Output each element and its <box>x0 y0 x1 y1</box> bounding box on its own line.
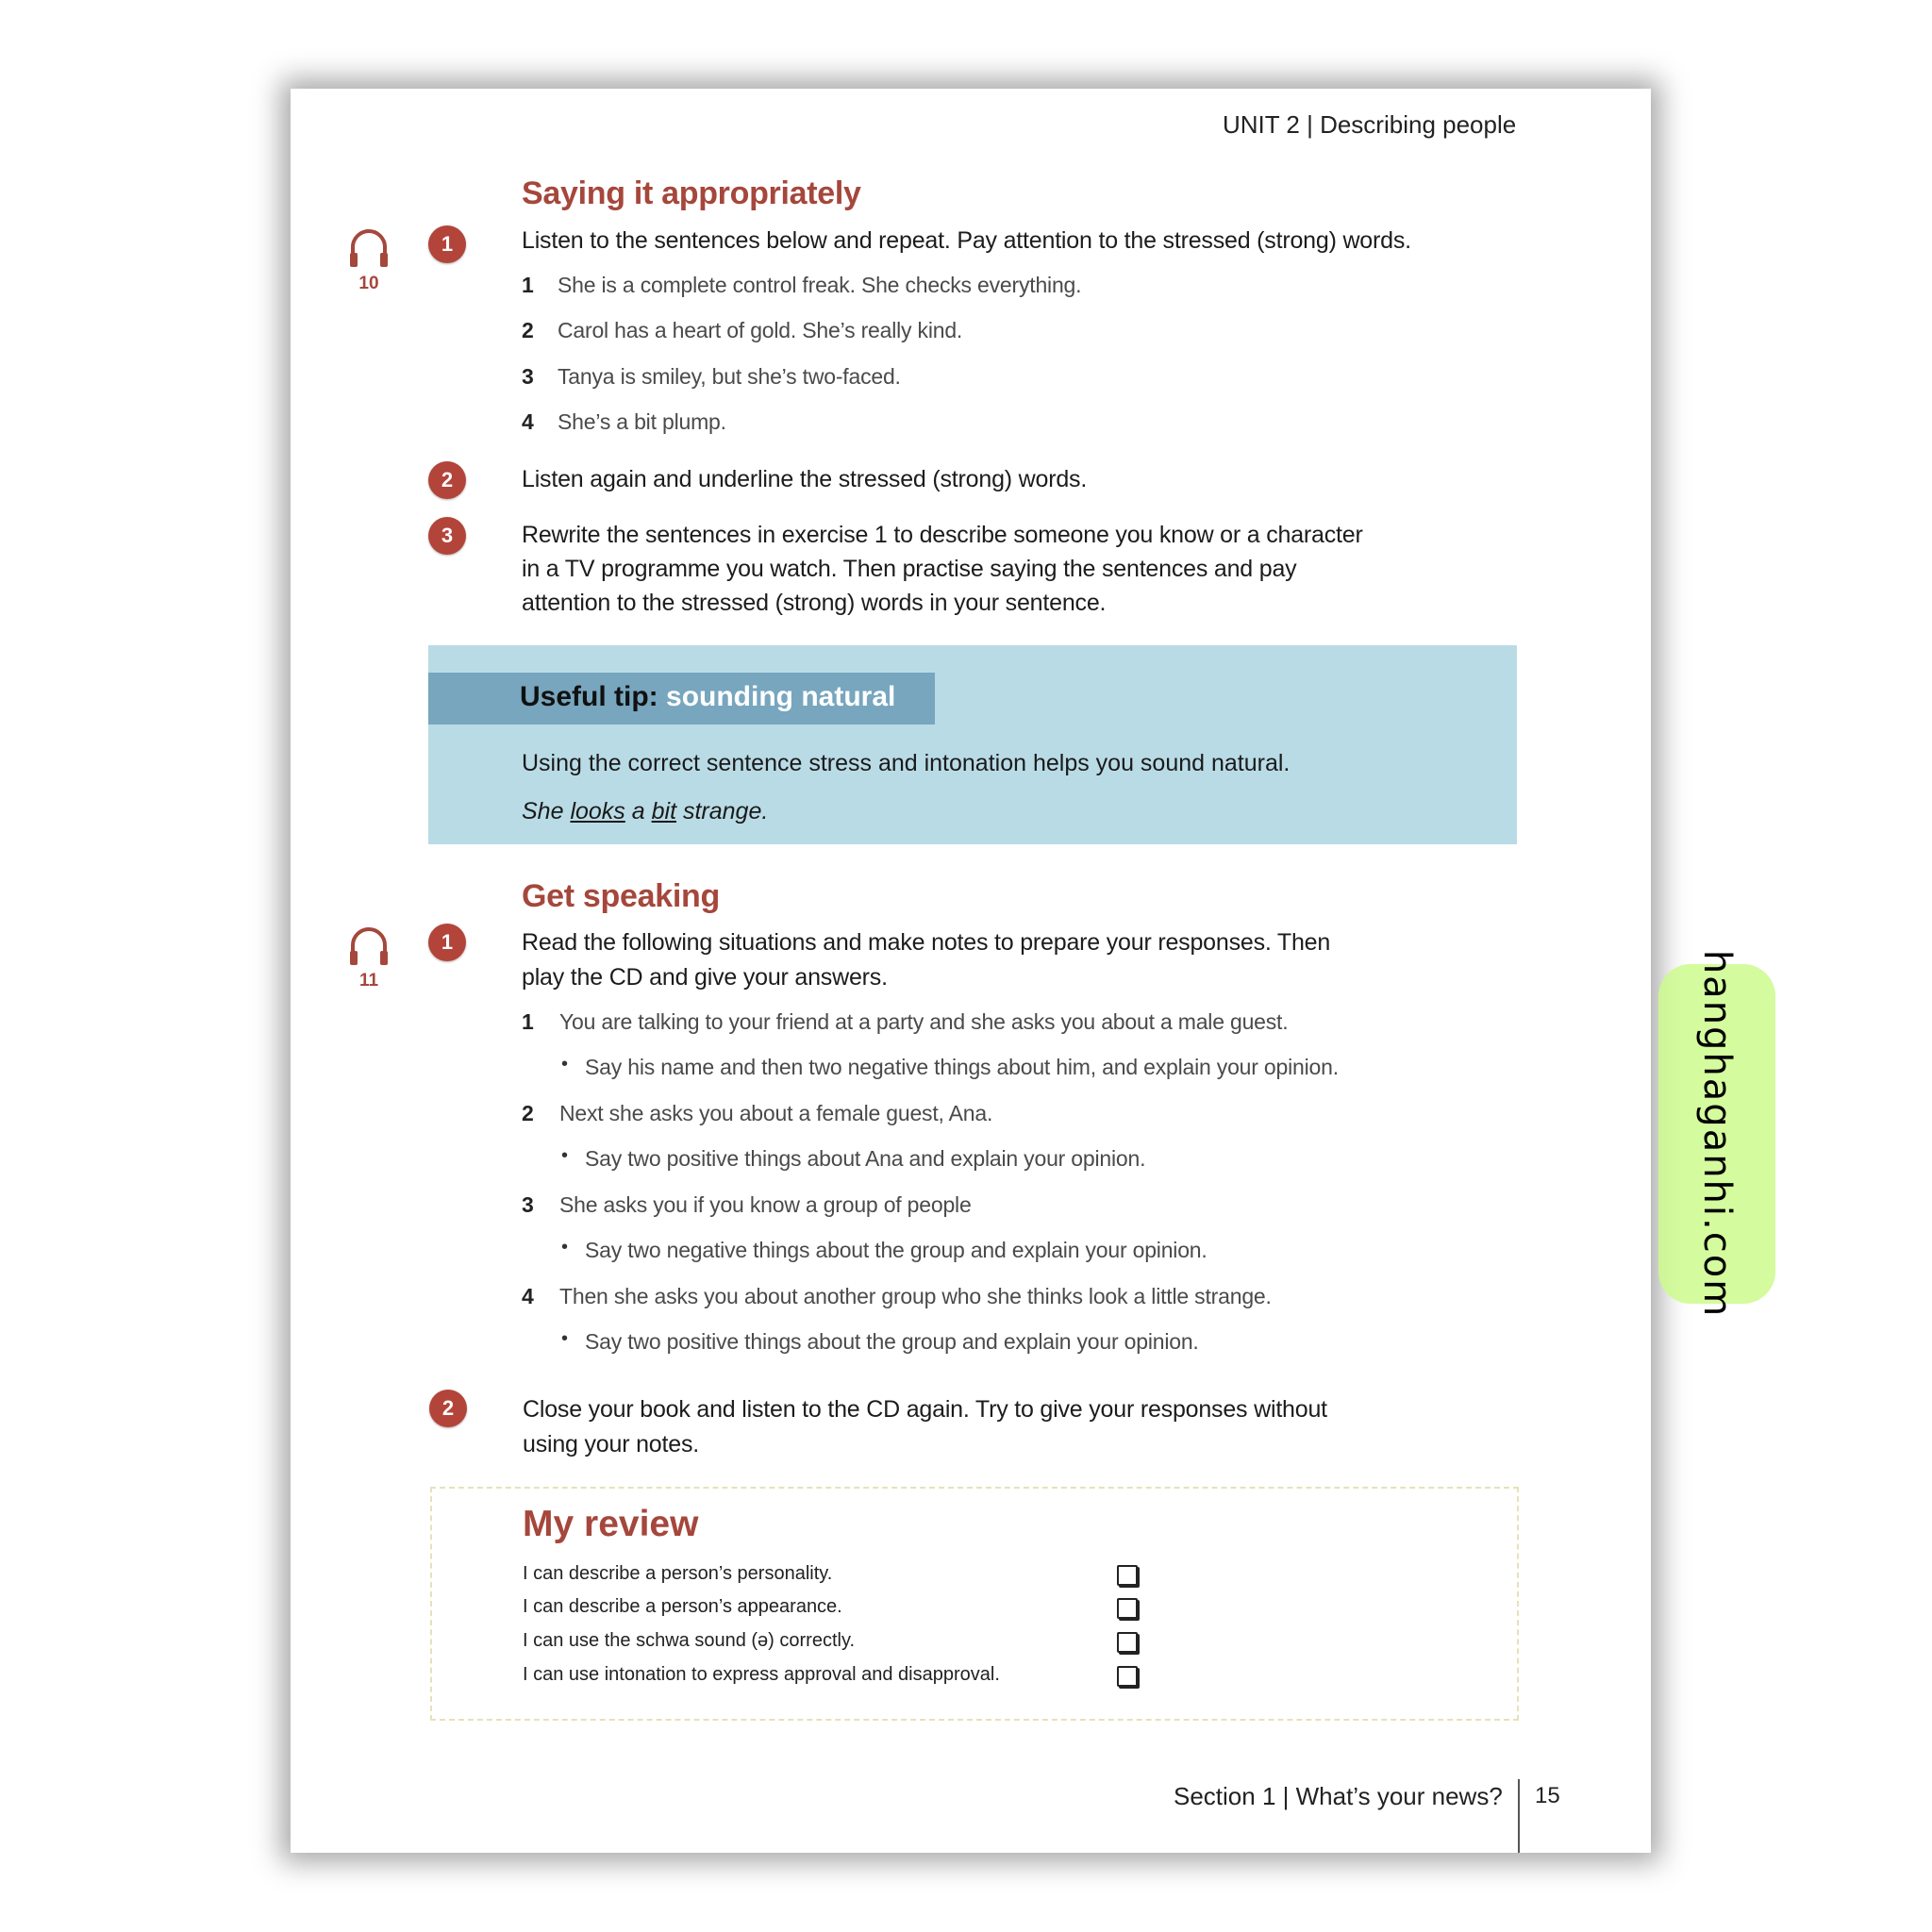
exercise-instruction: Listen to the sentences below and repeat. Pay attention to the stressed (strong) words. <box>522 227 1411 254</box>
exercise-badge: 2 <box>429 1390 467 1427</box>
tip-example <box>522 798 768 825</box>
bullet-icon: • <box>561 1145 569 1166</box>
watermark-overlay <box>1658 949 1775 1319</box>
item-number: 1 <box>522 273 534 297</box>
situation-bullet: Say his name and then two negative things about him, and explain your opinion. <box>585 1055 1339 1079</box>
review-checkbox[interactable] <box>1117 1666 1138 1687</box>
my-review-title: My review <box>523 1504 699 1544</box>
footer-divider <box>1518 1779 1520 1853</box>
exercise-instruction-line: in a TV programme you watch. Then practise saying the sentences and pay <box>522 556 1297 582</box>
page-number: 15 <box>1535 1783 1560 1808</box>
watermark-text: hanghaganhi.com <box>1695 949 1739 1319</box>
exercise-badge: 3 <box>428 517 466 555</box>
list-item: She is a complete control freak. She checks everything. <box>558 273 1082 297</box>
tip-label: Useful tip: <box>520 681 658 712</box>
bullet-icon: • <box>561 1328 569 1349</box>
headphones-icon[interactable] <box>347 923 391 974</box>
bullet-icon: • <box>561 1237 569 1257</box>
list-item: Carol has a heart of gold. She’s really kind. <box>558 318 963 342</box>
review-checkbox[interactable] <box>1117 1632 1138 1653</box>
unit-header: UNIT 2 | Describing people <box>1223 110 1517 139</box>
exercise-instruction-line: Close your book and listen to the CD again. Try to give your responses without <box>523 1396 1327 1423</box>
review-item: I can use intonation to express approval and disapproval. <box>523 1664 1000 1685</box>
situation-bullet: Say two positive things about Ana and explain your opinion. <box>585 1146 1146 1171</box>
exercise-instruction-line: using your notes. <box>523 1431 699 1457</box>
footer-section: Section 1 | What’s your news? <box>1174 1782 1503 1810</box>
section-title-saying-it-appropriately: Saying it appropriately <box>522 175 861 211</box>
exercise-badge: 2 <box>428 461 466 499</box>
item-number: 2 <box>522 318 534 342</box>
exercise-instruction-line: play the CD and give your answers. <box>522 964 888 991</box>
track-number: 11 <box>358 971 379 991</box>
situation-item: Then she asks you about another group who she thinks look a little strange. <box>559 1284 1272 1308</box>
situation-bullet: Say two positive things about the group and explain your opinion. <box>585 1329 1199 1354</box>
stressed-word: looks <box>570 798 625 824</box>
item-number: 1 <box>522 1009 534 1034</box>
example-word: strange. <box>676 798 769 824</box>
item-number: 2 <box>522 1101 534 1125</box>
tip-topic: sounding natural <box>666 681 896 712</box>
tip-text: Using the correct sentence stress and intonation helps you sound natural. <box>522 750 1291 776</box>
review-item: I can use the schwa sound (ə) correctly. <box>523 1630 856 1651</box>
bullet-icon: • <box>561 1054 569 1074</box>
exercise-instruction: Listen again and underline the stressed (strong) words. <box>522 466 1088 492</box>
review-item: I can describe a person’s appearance. <box>523 1596 842 1617</box>
track-number: 10 <box>358 274 379 293</box>
exercise-instruction-line: Rewrite the sentences in exercise 1 to describe someone you know or a character <box>522 522 1363 548</box>
review-checkbox[interactable] <box>1117 1565 1138 1586</box>
example-word: She <box>522 798 571 824</box>
situation-bullet: Say two negative things about the group and explain your opinion. <box>585 1238 1208 1262</box>
exercise-instruction-line: attention to the stressed (strong) words in your sentence. <box>522 590 1107 616</box>
review-item: I can describe a person’s personality. <box>523 1563 833 1584</box>
list-item: She’s a bit plump. <box>558 409 726 434</box>
review-checkbox[interactable] <box>1117 1598 1138 1619</box>
example-word: a <box>625 798 652 824</box>
item-number: 4 <box>522 409 534 434</box>
section-title-get-speaking: Get speaking <box>522 878 720 914</box>
headphones-icon[interactable] <box>347 225 391 276</box>
exercise-instruction-line: Read the following situations and make notes to prepare your responses. Then <box>522 929 1331 956</box>
situation-item: Next she asks you about a female guest, Ana. <box>559 1101 993 1125</box>
stressed-word: bit <box>651 798 677 824</box>
item-number: 4 <box>522 1284 534 1308</box>
exercise-badge: 1 <box>428 225 466 263</box>
item-number: 3 <box>522 1192 534 1217</box>
situation-item: You are talking to your friend at a party and she asks you about a male guest. <box>559 1009 1289 1034</box>
useful-tip-title <box>520 681 895 713</box>
situation-item: She asks you if you know a group of people <box>559 1192 972 1217</box>
item-number: 3 <box>522 364 534 389</box>
list-item: Tanya is smiley, but she’s two-faced. <box>558 364 901 389</box>
exercise-badge: 1 <box>428 924 466 961</box>
